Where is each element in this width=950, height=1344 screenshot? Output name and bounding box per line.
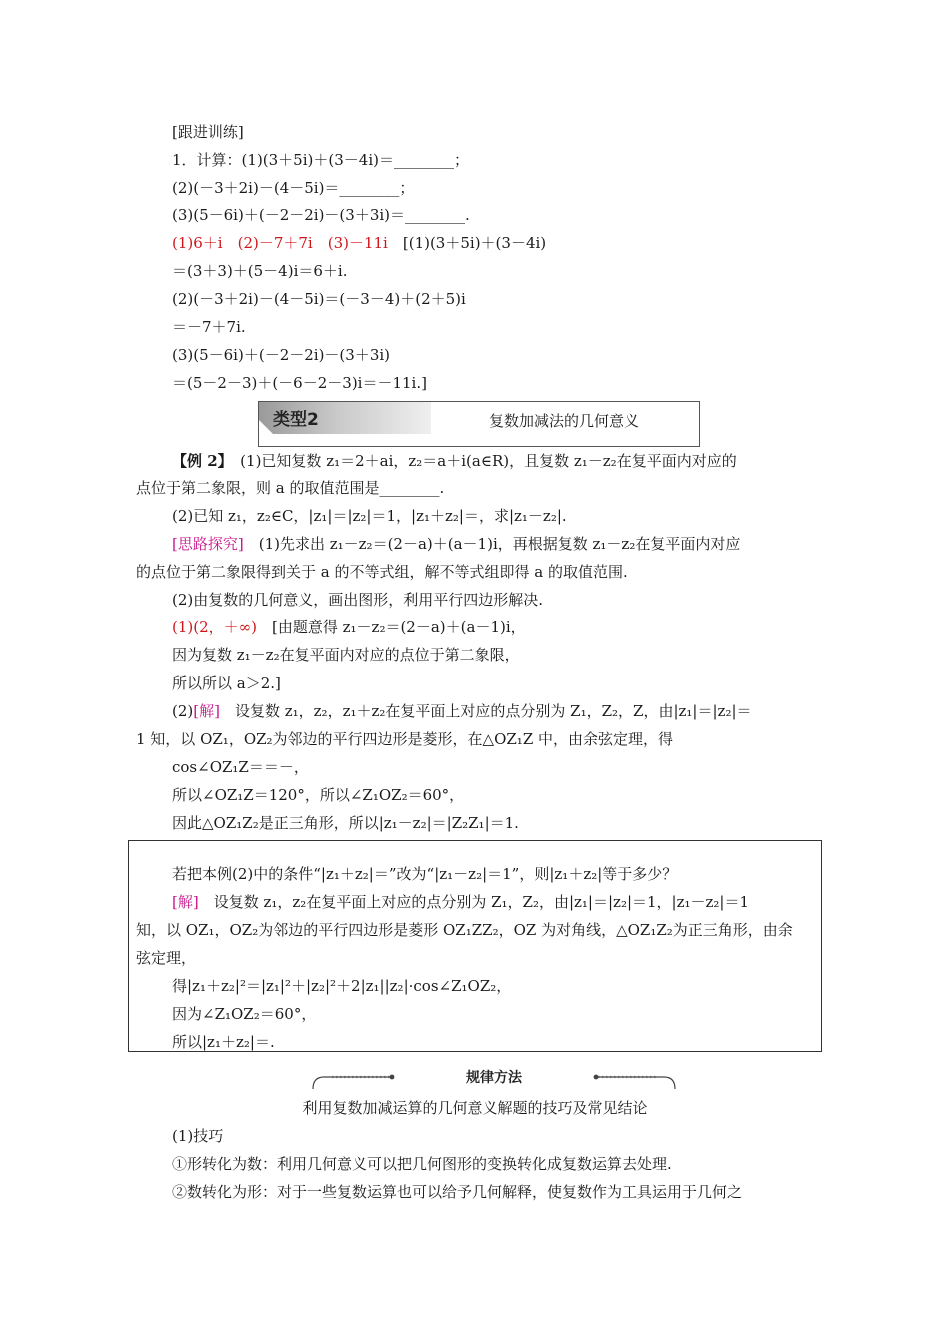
example-line: (2)已知 z₁，z₂∈C，|z₁|＝|z₂|＝1，|z₁＋z₂|＝，求|z₁－z₂|.	[172, 507, 567, 525]
answer-line: (2)(－3＋2i)－(4－5i)＝(－3－4)＋(2＋5)i	[172, 290, 466, 308]
answer-line	[172, 232, 546, 254]
section-heading: [跟进训练]	[172, 123, 244, 141]
type-header	[258, 401, 700, 447]
question-line: (2)(－3＋2i)－(4－5i)＝________；	[172, 179, 415, 197]
example-line: 点位于第二象限，则 a 的取值范围是________.	[136, 479, 445, 497]
rule-line: ①形转化为数：利用几何意义可以把几何图形的变换转化成复数运算去处理.	[172, 1155, 672, 1173]
answer-line: (3)(5－6i)＋(－2－2i)－(3＋3i)	[172, 346, 391, 364]
answer-text: [由题意得 z₁－z₂＝(2－a)＋(a－1)i，	[257, 618, 526, 636]
solution-prefix: (2)	[172, 702, 194, 720]
variant-line: 弦定理，	[136, 949, 197, 967]
type-title: 复数加减法的几何意义	[489, 412, 640, 430]
variant-line: 得|z₁＋z₂|²＝|z₁|²＋|z₂|²＋2|z₁||z₂|·cos∠Z₁OZ₂，	[172, 977, 512, 995]
answer-line: ＝(5－2－3)＋(－6－2－3)i＝－11i.]	[172, 374, 427, 392]
rule-subtitle: 利用复数加减运算的几何意义解题的技巧及常见结论	[302, 1099, 648, 1117]
question-line: (3)(5－6i)＋(－2－2i)－(3＋3i)＝________.	[172, 206, 470, 224]
example-line	[172, 450, 737, 472]
rule-header	[310, 1067, 678, 1091]
variant-text: 设复数 z₁，z₂在复平面上对应的点分别为 Z₁，Z₂，由|z₁|＝|z₂|＝1，|z₁－z₂|＝1	[198, 893, 750, 911]
solution-label: [解]	[193, 702, 220, 720]
thinking-line: (2)由复数的几何意义，画出图形，利用平行四边形解决.	[172, 591, 544, 609]
rule-line: ②数转化为形：对于一些复数运算也可以给予几何解释，使复数作为工具运用于几何之	[172, 1183, 743, 1201]
rule-line: (1)技巧	[172, 1127, 224, 1145]
solution-line: 所以∠OZ₁Z＝120°，所以∠Z₁OZ₂＝60°，	[172, 786, 465, 804]
answer-line: ＝(3＋3)＋(5－4)i＝6＋i.	[172, 262, 348, 280]
example-text: (1)已知复数 z₁＝2＋ai，z₂＝a＋i(a∈R)，且复数 z₁－z₂在复平面内对应的	[225, 452, 737, 470]
rule-title: 规律方法	[466, 1070, 522, 1086]
solution-line	[172, 700, 752, 722]
thinking-line: 的点位于第二象限得到关于 a 的不等式组，解不等式组即得 a 的取值范围.	[136, 563, 628, 581]
example-label: 【例 2】	[172, 452, 226, 470]
variant-line	[172, 891, 749, 913]
answer-line: ＝－7＋7i.	[172, 318, 246, 336]
answer-line: 因为复数 z₁－z₂在复平面内对应的点位于第二象限，	[172, 646, 520, 664]
question-line: 1．计算：(1)(3＋5i)＋(3－4i)＝________；	[172, 151, 469, 169]
thinking-text: (1)先求出 z₁－z₂＝(2－a)＋(a－1)i，再根据复数 z₁－z₂在复平面内对应	[243, 535, 741, 553]
variant-question: 若把本例(2)中的条件“|z₁＋z₂|＝”改为“|z₁－z₂|＝1”，则|z₁＋z₂|等于多少？	[172, 865, 678, 883]
type-tab	[259, 402, 431, 434]
variant-line: 所以|z₁＋z₂|＝.	[172, 1033, 275, 1051]
variant-line: 知，以 OZ₁，OZ₂为邻边的平行四边形是菱形 OZ₁ZZ₂，OZ 为对角线，△OZ₁Z₂为正三角形，由余	[136, 921, 793, 939]
answer-text: [(1)(3＋5i)＋(3－4i)	[387, 234, 547, 252]
answer-key: (1)6＋i (2)－7＋7i (3)－11i	[172, 234, 388, 252]
solution-line: cos∠OZ₁Z＝＝－，	[172, 758, 309, 776]
thinking-label: [思路探究]	[172, 535, 244, 553]
answer-line	[172, 616, 526, 638]
variant-line: 因为∠Z₁OZ₂＝60°，	[172, 1005, 317, 1023]
solution-line: 1 知，以 OZ₁，OZ₂为邻边的平行四边形是菱形，在△OZ₁Z 中，由余弦定理，得	[136, 730, 674, 748]
thinking-line	[172, 533, 740, 555]
answer-line: 所以所以 a＞2.]	[172, 674, 281, 692]
variant-solution-label: [解]	[172, 893, 199, 911]
solution-line: 因此△OZ₁Z₂是正三角形，所以|z₁－z₂|＝|Z₂Z₁|＝1.	[172, 814, 519, 832]
solution-text: 设复数 z₁，z₂，z₁＋z₂在复平面上对应的点分别为 Z₁，Z₂，Z，由|z₁|＝|z₂|＝	[219, 702, 752, 720]
type-label: 类型2	[273, 410, 319, 430]
answer-key: (1)(2，＋∞)	[172, 618, 257, 636]
